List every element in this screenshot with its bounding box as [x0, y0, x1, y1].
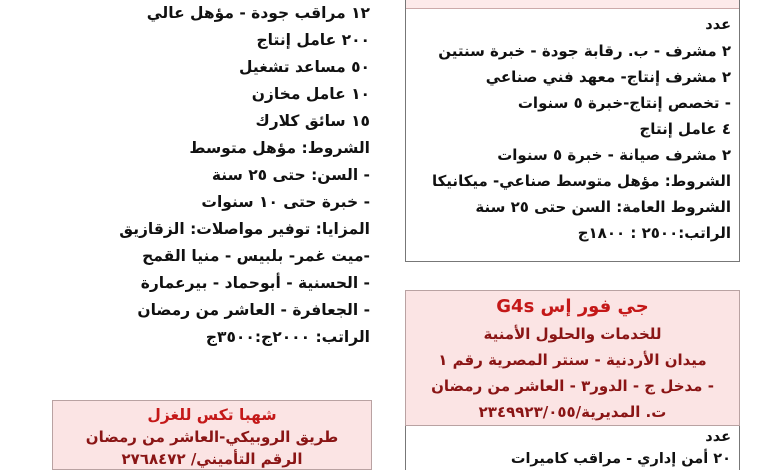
listing-line: المزايا: توفير مواصلات: الزقازيق [119, 220, 370, 238]
left-job-listing [50, 0, 375, 351]
right-listing-lines [406, 38, 731, 246]
bottom-partial-line: ٢٠ أمن إداري - مراقب كاميرات [510, 451, 731, 467]
g4s-info-lines [406, 321, 739, 425]
listing-line: - تخصص إنتاج-خبرة ٥ سنوات [517, 94, 731, 112]
listing-line: الشروط: مؤهل متوسط صناعي- ميكانيكا [431, 172, 731, 190]
listing-line: -ميت غمر- بلبيس - منيا القمح [142, 247, 370, 265]
listing-line: - السن: حتى ٢٥ سنة [211, 166, 370, 184]
listing-line: الراتب:٢٥٠٠ : ١٨٠٠ج [577, 224, 731, 242]
g4s-info-line: ت. المديرية/٢٣٤٩٩٢٣/٠٥٥ [478, 403, 667, 421]
g4s-company-name: جي فور إس G4s [496, 296, 649, 317]
g4s-info-line: للخدمات والحلول الأمنية [483, 325, 662, 343]
shahba-info-line: الرقم التأميني/ ٢٧٦٨٤٧٢ [121, 450, 303, 468]
shahba-info-lines [53, 426, 371, 470]
g4s-info-line: ميدان الأردنية - سنتر المصرية رقم ١ [438, 351, 707, 369]
left-listing-lines [50, 0, 375, 351]
count-header: عدد [705, 17, 731, 33]
listing-line: ١٢ مراقب جودة - مؤهل عالي [146, 4, 370, 22]
listing-line: الراتب: ٢٠٠٠ج:٣٥٠٠ج [205, 328, 370, 346]
g4s-company-box [405, 290, 740, 426]
listing-line: ١٠ عامل مخازن [251, 85, 370, 103]
listing-line: الشروط: مؤهل متوسط [189, 139, 370, 157]
shahba-company-name: شهبا تكس للغزل [147, 406, 277, 424]
right-bottom-listing [405, 426, 740, 470]
listing-line: ٥٠ مساعد تشغيل [239, 58, 370, 76]
count-header-bottom: عدد [705, 429, 731, 445]
listing-line: ٢ مشرف إنتاج- معهد فني صناعي [485, 68, 731, 86]
listing-line: ٢٠٠ عامل إنتاج [256, 31, 370, 49]
listing-line: الشروط العامة: السن حتى ٢٥ سنة [475, 198, 731, 216]
shahba-company-box [52, 400, 372, 470]
shahba-info-line: طريق الروبيكي-العاشر من رمضان [85, 428, 339, 446]
listing-line: - الجعافرة - العاشر من رمضان [137, 301, 370, 319]
listing-line: - الحسنية - أبوحماد - بيرعمارة [140, 274, 370, 292]
g4s-info-line: - مدخل ج - الدور٣ - العاشر من رمضان [431, 377, 714, 395]
listing-line: ٤ عامل إنتاج [639, 120, 731, 138]
listing-line: ٢ مشرف - ب. رقابة جودة - خبرة سنتين [438, 42, 731, 60]
listing-line: ١٥ سائق كلارك [255, 112, 370, 130]
listing-line: ٢ مشرف صيانة - خبرة ٥ سنوات [497, 146, 731, 164]
previous-ad-bottom-strip [406, 0, 739, 9]
listing-line: - خبرة حتى ١٠ سنوات [201, 193, 370, 211]
right-job-listing [405, 0, 740, 262]
